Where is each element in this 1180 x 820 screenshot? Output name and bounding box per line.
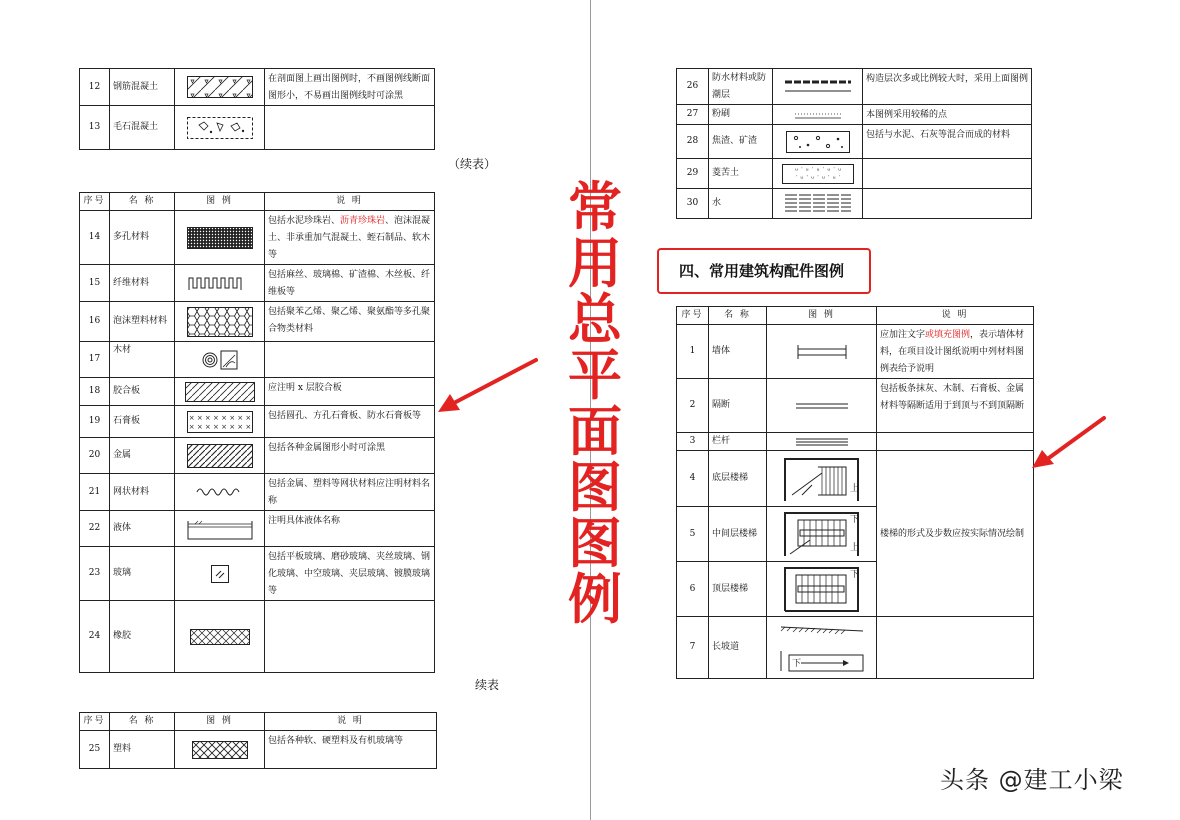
material-description [863,159,1032,189]
header-desc: 说 明 [265,713,437,731]
long-ramp-icon [767,617,877,679]
row-number: 5 [677,507,709,562]
table-row [80,511,435,547]
table-row [80,106,435,150]
row-number: 30 [677,189,709,219]
material-description [863,189,1032,219]
railing-icon [767,433,877,451]
table-row [80,69,435,106]
red-arrow-right-icon [1028,412,1108,472]
watermark: 头条 @建工小梁 [940,766,1124,794]
header-num: 序号 [80,193,110,211]
material-description: 包括与水泥、石灰等混合而成的材料 [863,125,1032,159]
ramp-down-label: 下 [791,658,801,669]
title-char: 面 [568,400,622,463]
row-number: 26 [677,69,709,105]
component-description: 包括板条抹灰、木制、石膏板、金属材料等隔断适用于到顶与不到顶隔断 [877,379,1034,433]
stair-ground-floor-icon [767,451,877,507]
table-row [80,211,435,265]
row-number: 18 [80,378,110,406]
material-name: 塑料 [110,731,175,769]
header-num: 序号 [80,713,110,731]
desc-text: 应加注文字 [880,330,926,340]
table-row [677,125,1032,159]
title-char: 例 [568,568,622,631]
table-row [80,378,435,406]
material-name: 液体 [110,511,175,547]
mesh-icon [175,474,265,511]
title-char: 总 [568,288,622,351]
legend-table-d [676,68,1032,219]
material-description [265,211,435,265]
row-number: 21 [80,474,110,511]
material-name: 焦渣、矿渣 [709,125,773,159]
table-row [80,438,435,474]
component-description [877,433,1034,451]
legend-table-a [79,68,435,150]
component-description [877,325,1034,379]
row-number: 16 [80,302,110,342]
stair-up-label: 上 [849,483,859,494]
svg-text:˙ ᵘ ˙ ᵘ ˙ ᵘ ˙ ᵘ ˙: ˙ ᵘ ˙ ᵘ ˙ ᵘ ˙ ᵘ ˙ [794,174,841,183]
wood-icon [175,342,265,378]
component-name: 长坡道 [709,617,767,679]
glass-icon [175,547,265,601]
material-description: 包括平板玻璃、磨砂玻璃、夹丝玻璃、钢化玻璃、中空玻璃、夹层玻璃、镀膜玻璃等 [265,547,435,601]
center-title [560,176,630,631]
material-description [265,342,435,378]
partition-icon [767,379,877,433]
plastic-icon [175,731,265,769]
material-name: 钢筋混凝土 [110,69,175,106]
material-name: 胶合板 [110,378,175,406]
stair-middle-floor-icon [767,507,877,562]
material-name: 网状材料 [110,474,175,511]
table-row [677,189,1032,219]
material-description: 包括聚苯乙烯、聚乙烯、聚氨酯等多孔聚合物类材料 [265,302,435,342]
material-name: 金属 [110,438,175,474]
table-header [677,307,1034,325]
table-row [80,406,435,438]
table-row [80,601,435,673]
table-row [80,731,437,769]
table-row [80,265,435,302]
table-row [80,547,435,601]
row-number: 14 [80,211,110,265]
svg-text:× × × × × × × ×: × × × × × × × × [188,422,251,431]
material-description: 在剖面图上画出图例时，不画图例线断面图形小，不易画出图例线时可涂黑 [265,69,435,106]
table-header [80,713,437,731]
magnesite-icon [773,159,863,189]
header-num: 序号 [677,307,709,325]
header-legend: 图 例 [175,193,265,211]
desc-highlight: 沥青珍珠岩 [340,216,386,226]
row-number: 2 [677,379,709,433]
rubber-icon [175,601,265,673]
table-row [677,433,1034,451]
row-number: 29 [677,159,709,189]
table-row [80,342,435,378]
slag-icon [773,125,863,159]
material-name: 水 [709,189,773,219]
waterproof-layer-icon [773,69,863,105]
rubble-concrete-icon [175,106,265,150]
continued-label: 续表 [475,678,500,692]
material-description: 包括麻丝、玻璃棉、矿渣棉、木丝板、纤维板等 [265,265,435,302]
table-row [677,325,1034,379]
component-name: 墙体 [709,325,767,379]
material-name: 毛石混凝土 [110,106,175,150]
red-arrow-left-icon [432,356,538,416]
wall-icon [767,325,877,379]
row-number: 19 [80,406,110,438]
row-number: 4 [677,451,709,507]
header-name: 名 称 [110,193,175,211]
material-description: 本图例采用较稀的点 [863,105,1032,125]
table-header [80,193,435,211]
title-char: 图 [568,512,622,575]
row-number: 27 [677,105,709,125]
material-description: 包括各种软、硬塑料及有机玻璃等 [265,731,437,769]
gypsum-board-icon [175,406,265,438]
table-row [677,159,1032,189]
row-number: 20 [80,438,110,474]
reinforced-concrete-icon [175,69,265,106]
liquid-icon [175,511,265,547]
table-row [677,105,1032,125]
stairs-description: 楼梯的形式及步数应按实际情况绘制 [877,451,1034,617]
material-name: 多孔材料 [110,211,175,265]
material-name: 菱苦土 [709,159,773,189]
material-description: 包括圆孔、方孔石膏板、防水石膏板等 [265,406,435,438]
title-char: 常 [568,176,622,239]
table-row [80,474,435,511]
table-row [677,69,1032,105]
material-name: 粉刷 [709,105,773,125]
material-description: 包括各种金属图形小时可涂黑 [265,438,435,474]
porous-material-icon [175,211,265,265]
stair-down-label: 下 [849,570,859,580]
header-legend: 图 例 [175,713,265,731]
material-description: 应注明 x 层胶合板 [265,378,435,406]
desc-highlight: 或填充图例 [925,330,971,340]
material-name: 防水材料或防潮层 [709,69,773,105]
foam-plastic-icon [175,302,265,342]
legend-table-c [79,712,437,769]
material-name: 石膏板 [110,406,175,438]
row-number: 22 [80,511,110,547]
stair-top-floor-icon [767,562,877,617]
row-number: 7 [677,617,709,679]
component-name: 中间层楼梯 [709,507,767,562]
material-description: 包括金属、塑料等网状材料应注明材料名称 [265,474,435,511]
component-name: 隔断 [709,379,767,433]
component-description [877,617,1034,679]
stair-up-label: 上 [849,543,859,553]
material-description: 注明具体液体名称 [265,511,435,547]
water-icon [773,189,863,219]
row-number: 3 [677,433,709,451]
material-description [265,106,435,150]
stair-down-label: 下 [849,515,859,525]
row-number: 12 [80,69,110,106]
header-legend: 图 例 [767,307,877,325]
material-name: 玻璃 [110,547,175,601]
plywood-icon [175,378,265,406]
component-name: 栏杆 [709,433,767,451]
row-number: 1 [677,325,709,379]
material-name: 泡沫塑料材料 [110,302,175,342]
desc-text: 、泡沫混凝土、非承重加气混凝土、蛭石制品、软木等 [268,216,431,260]
table-row [677,379,1034,433]
title-char: 用 [568,232,622,295]
header-desc: 说 明 [265,193,435,211]
component-name: 顶层楼梯 [709,562,767,617]
material-description: 构造层次多或比例较大时，采用上面图例 [863,69,1032,105]
material-description [265,601,435,673]
title-char: 平 [568,344,622,407]
header-desc: 说 明 [877,307,1034,325]
row-number: 23 [80,547,110,601]
header-name: 名 称 [709,307,767,325]
metal-icon [175,438,265,474]
legend-table-b [79,192,435,673]
svg-text:ᵘ ˙ ᵘ ˙ ᵘ ˙ ᵘ ˙ ᵘ: ᵘ ˙ ᵘ ˙ ᵘ ˙ ᵘ ˙ ᵘ [794,166,841,175]
fiber-material-icon [175,265,265,302]
row-number: 13 [80,106,110,150]
row-number: 28 [677,125,709,159]
section-heading: 四、常用建筑构配件图例 [657,248,871,294]
row-number: 24 [80,601,110,673]
desc-text: ，表示墙体材料，在项目设计图纸说明中列材料图例表给予说明 [880,330,1025,374]
row-number: 17 [80,342,110,378]
header-name: 名 称 [110,713,175,731]
row-number: 6 [677,562,709,617]
row-number: 15 [80,265,110,302]
table-row [677,451,1034,507]
continued-label: （续表） [448,157,497,171]
table-row [80,302,435,342]
material-name: 纤维材料 [110,265,175,302]
title-char: 图 [568,456,622,519]
components-table [676,306,1034,679]
material-name: 木材 [110,342,175,378]
table-row [677,617,1034,679]
material-name: 橡胶 [110,601,175,673]
svg-text:× × × × × × × ×: × × × × × × × × [188,413,251,422]
row-number: 25 [80,731,110,769]
component-name: 底层楼梯 [709,451,767,507]
plaster-icon [773,105,863,125]
desc-text: 包括水泥珍珠岩、 [268,216,341,226]
